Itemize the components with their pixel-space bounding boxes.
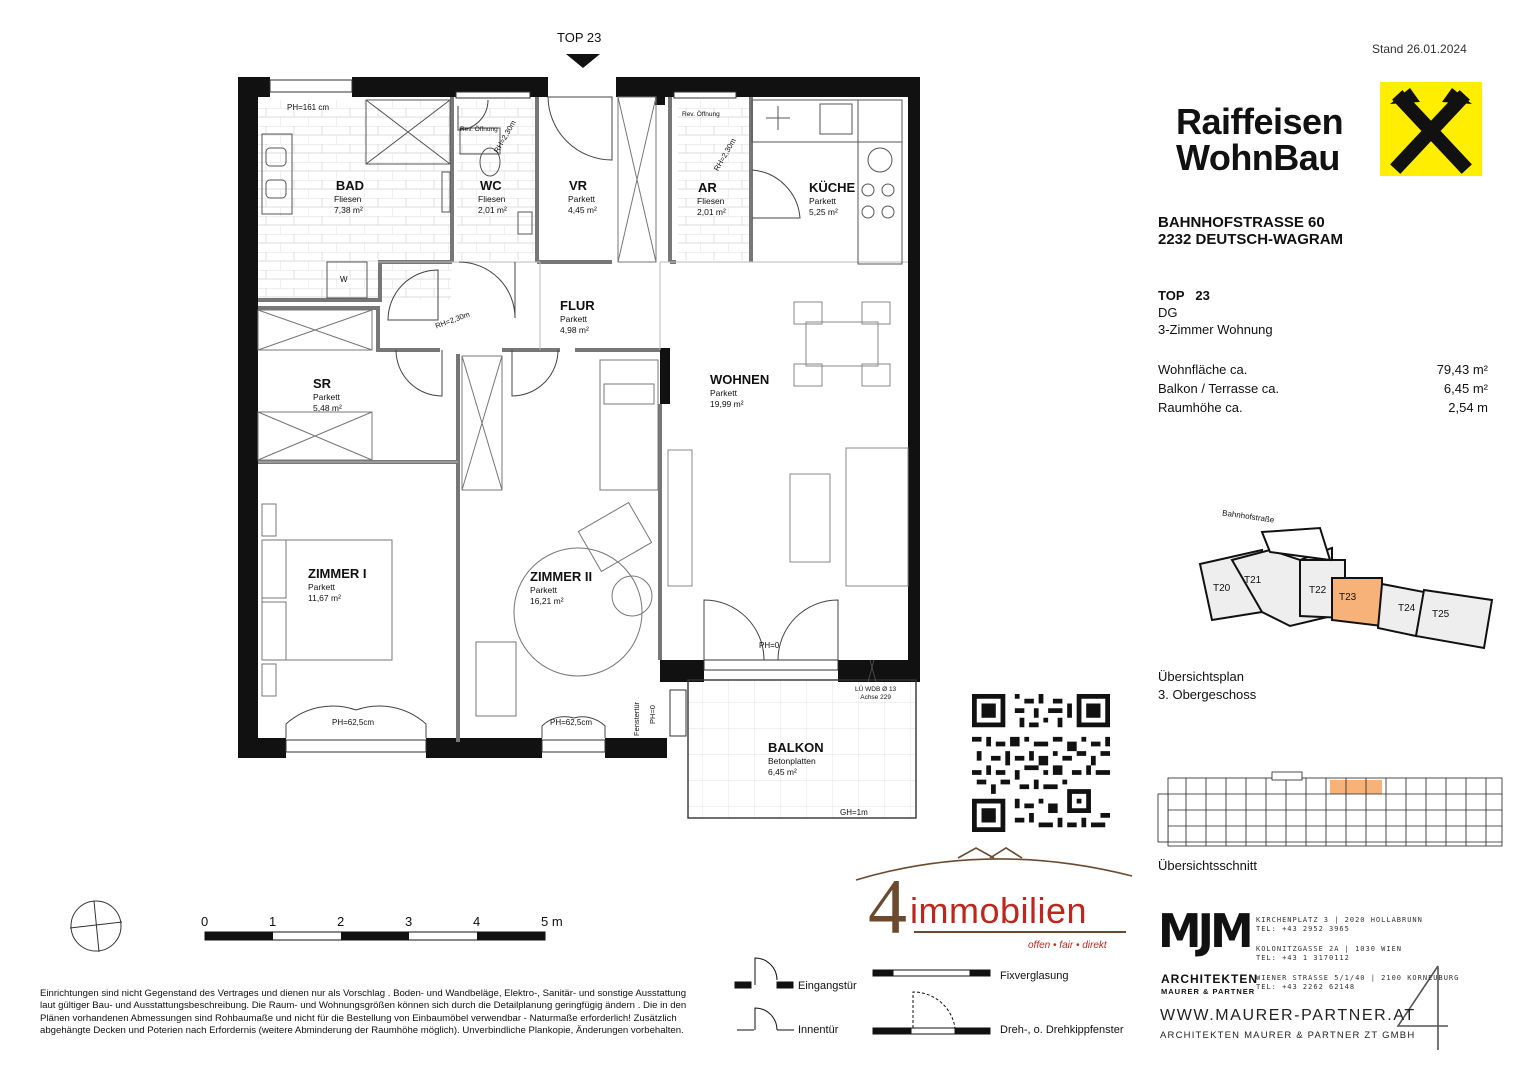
scale-tick-0: 0: [201, 914, 209, 929]
unit-info: TOP 23 DG 3-Zimmer Wohnung: [1158, 288, 1273, 337]
legend-symbols: [735, 958, 990, 1034]
mjm-company: ARCHITEKTEN MAURER & PARTNER ZT GMBH: [1160, 1030, 1416, 1041]
room-bad: BAD: [335, 178, 365, 193]
note-w: W: [340, 275, 348, 284]
room-zimmer2-details: Parkett 16,21 m²: [530, 585, 564, 606]
vr-wardrobe: [618, 97, 656, 262]
overview-plan-caption: Übersichtsplan 3. Obergeschoss: [1158, 669, 1257, 702]
note-lue: LÜ WDB Ø 13 Achse 229: [855, 686, 897, 701]
overview-street: Bahnhofstraße: [1221, 508, 1275, 525]
mjm-name1: ARCHITEKTEN: [1161, 972, 1258, 986]
note-ph-bad: PH=161 cm: [287, 103, 330, 112]
room-ar: AR: [698, 180, 717, 195]
room-balkon: BALKON: [768, 740, 824, 755]
overview-section: [1158, 772, 1502, 846]
room-balkon-details: Betonplatten 6,45 m²: [768, 756, 816, 777]
mjm-office-1: KIRCHENPLATZ 3 | 2020 HOLLABRUNN TEL: +43 2952 3965: [1256, 916, 1423, 933]
raiffeisen-logo-icon: [1380, 82, 1482, 176]
entrance-arrow: [566, 54, 600, 68]
wohnen-furniture: [668, 302, 908, 586]
note-ph0-wohnen: PH=0: [759, 641, 780, 650]
qr-code: [972, 694, 1110, 832]
note-rh-flur: RH=2,30m: [434, 309, 471, 331]
room-vr-details: Parkett 4,45 m²: [568, 194, 597, 215]
note-rh-ar: RH=2,30m: [712, 136, 738, 173]
note-ph-z2: PH=62,5cm: [550, 718, 593, 727]
room-zimmer1-details: Parkett 11,67 m²: [308, 582, 341, 603]
scale-tick-3: 3: [405, 914, 413, 929]
area-table: [1158, 360, 1488, 417]
scale-tick-5: 5 m: [541, 914, 563, 929]
overview-unit-t22: T22: [1309, 585, 1327, 596]
scale-bar: [205, 932, 545, 940]
mjm-web: WWW.MAURER-PARTNER.AT: [1160, 1007, 1416, 1024]
area-row: Raumhöhe ca. 2,54 m: [1158, 400, 1488, 415]
mjm-office-2: KOLONITZGASSE 2A | 1030 WIEN TEL: +43 1 3170112: [1256, 945, 1403, 962]
immobilien-digit: 4: [868, 863, 907, 950]
disclaimer: Einrichtungen sind nicht Gegenstand des Vertrages und dienen nur als Vorschlag . Boden- und Wandbeläge, Elektro-, Sanitär- und sonstige Ausstattung laut gültiger Bau- und Ausstattungsbeschreibung. Die Raum- und Wohnungsgrößen können sich durch die Detailplanung geringfügig ändern . Die in den Plänen vorhandenen Abmessungen sind Rohbaumaße und nicht für die Bestellung von Einbaumöbel verwendbar - Naturmaße erforderlich! Zusätzlich abgehängte Decken und Poterien nach Erfordernis (weitere Abminderung der Raumhöhe möglich). Unverbindliche Plankopie, Änderungen vorbehalten.: [40, 988, 687, 1037]
overview-unit-t24: T24: [1398, 603, 1416, 614]
overview-unit-t25: T25: [1432, 609, 1450, 620]
area-row: Balkon / Terrasse ca. 6,45 m²: [1158, 381, 1488, 396]
room-wc: WC: [480, 178, 502, 193]
note-ph0-side: PH=0: [648, 705, 657, 724]
overview-unit-t20: T20: [1213, 583, 1231, 594]
room-zimmer2: ZIMMER II: [530, 569, 593, 584]
room-wohnen: WOHNEN: [710, 372, 770, 387]
north-arrow-icon: [70, 901, 122, 952]
room-kueche: KÜCHE: [809, 180, 856, 195]
immobilien-word: immobilien: [910, 890, 1088, 931]
stand-date: Stand 26.01.2024: [1372, 42, 1467, 56]
room-sr-details: Parkett 5,48 m²: [313, 392, 342, 413]
room-kueche-details: Parkett 5,25 m²: [809, 196, 838, 217]
room-flur-details: Parkett 4,98 m²: [560, 314, 589, 335]
immobilien-underline: [914, 931, 1126, 933]
immobilien-slogan: offen • fair • direkt: [1028, 940, 1107, 951]
scale-tick-4: 4: [473, 914, 481, 929]
overview-plan: [1200, 528, 1492, 648]
overview-unit-t23: T23: [1339, 592, 1357, 603]
mjm-office-3: WIENER STRASSE 5/1/40 | 2100 KORNEUBURG TEL: +43 2262 62148: [1256, 974, 1460, 991]
note-rh-wc: RH=2,30m: [492, 118, 518, 155]
overview-section-caption: Übersichtsschnitt: [1158, 858, 1257, 873]
room-bad-details: Fliesen 7,38 m²: [334, 194, 363, 215]
entrance-label: TOP 23: [557, 30, 602, 45]
room-zimmer1: ZIMMER I: [308, 566, 367, 581]
raiffeisen-wordmark: Raiffeisen WohnBau: [1176, 101, 1344, 178]
fenstertuer: [670, 690, 686, 736]
scale-tick-2: 2: [337, 914, 345, 929]
note-rev-ar: Rev. Öffnung: [682, 111, 720, 118]
room-sr: SR: [313, 376, 332, 391]
note-gh: GH=1m: [840, 808, 868, 817]
legend-innentuer: Innentür: [798, 1024, 839, 1036]
room-wc-details: Fliesen 2,01 m²: [478, 194, 507, 215]
legend-eingangstuer: Eingangstür: [798, 980, 857, 992]
overview-unit-t21: T21: [1244, 575, 1262, 586]
scale-tick-1: 1: [269, 914, 277, 929]
area-row: Wohnfläche ca. 79,43 m²: [1158, 362, 1488, 377]
room-flur: FLUR: [560, 298, 595, 313]
mjm-name2: MAURER & PARTNER: [1161, 987, 1256, 996]
note-ph-z1: PH=62,5cm: [332, 718, 375, 727]
legend-fixverglasung: Fixverglasung: [1000, 970, 1069, 982]
zimmer2-furniture: [462, 356, 658, 716]
address: BAHNHOFSTRASSE 60 2232 DEUTSCH-WAGRAM: [1158, 214, 1344, 248]
room-vr: VR: [569, 178, 588, 193]
mjm-logo: MJM: [1158, 904, 1250, 958]
note-fenstertuer: Fenstertür: [632, 701, 641, 736]
legend-drehfenster: Dreh-, o. Drehkippfenster: [1000, 1024, 1124, 1036]
note-rev-wc: Rev. Öffnung: [460, 126, 498, 133]
room-wohnen-details: Parkett 19,99 m²: [710, 388, 744, 409]
room-ar-details: Fliesen 2,01 m²: [697, 196, 726, 217]
